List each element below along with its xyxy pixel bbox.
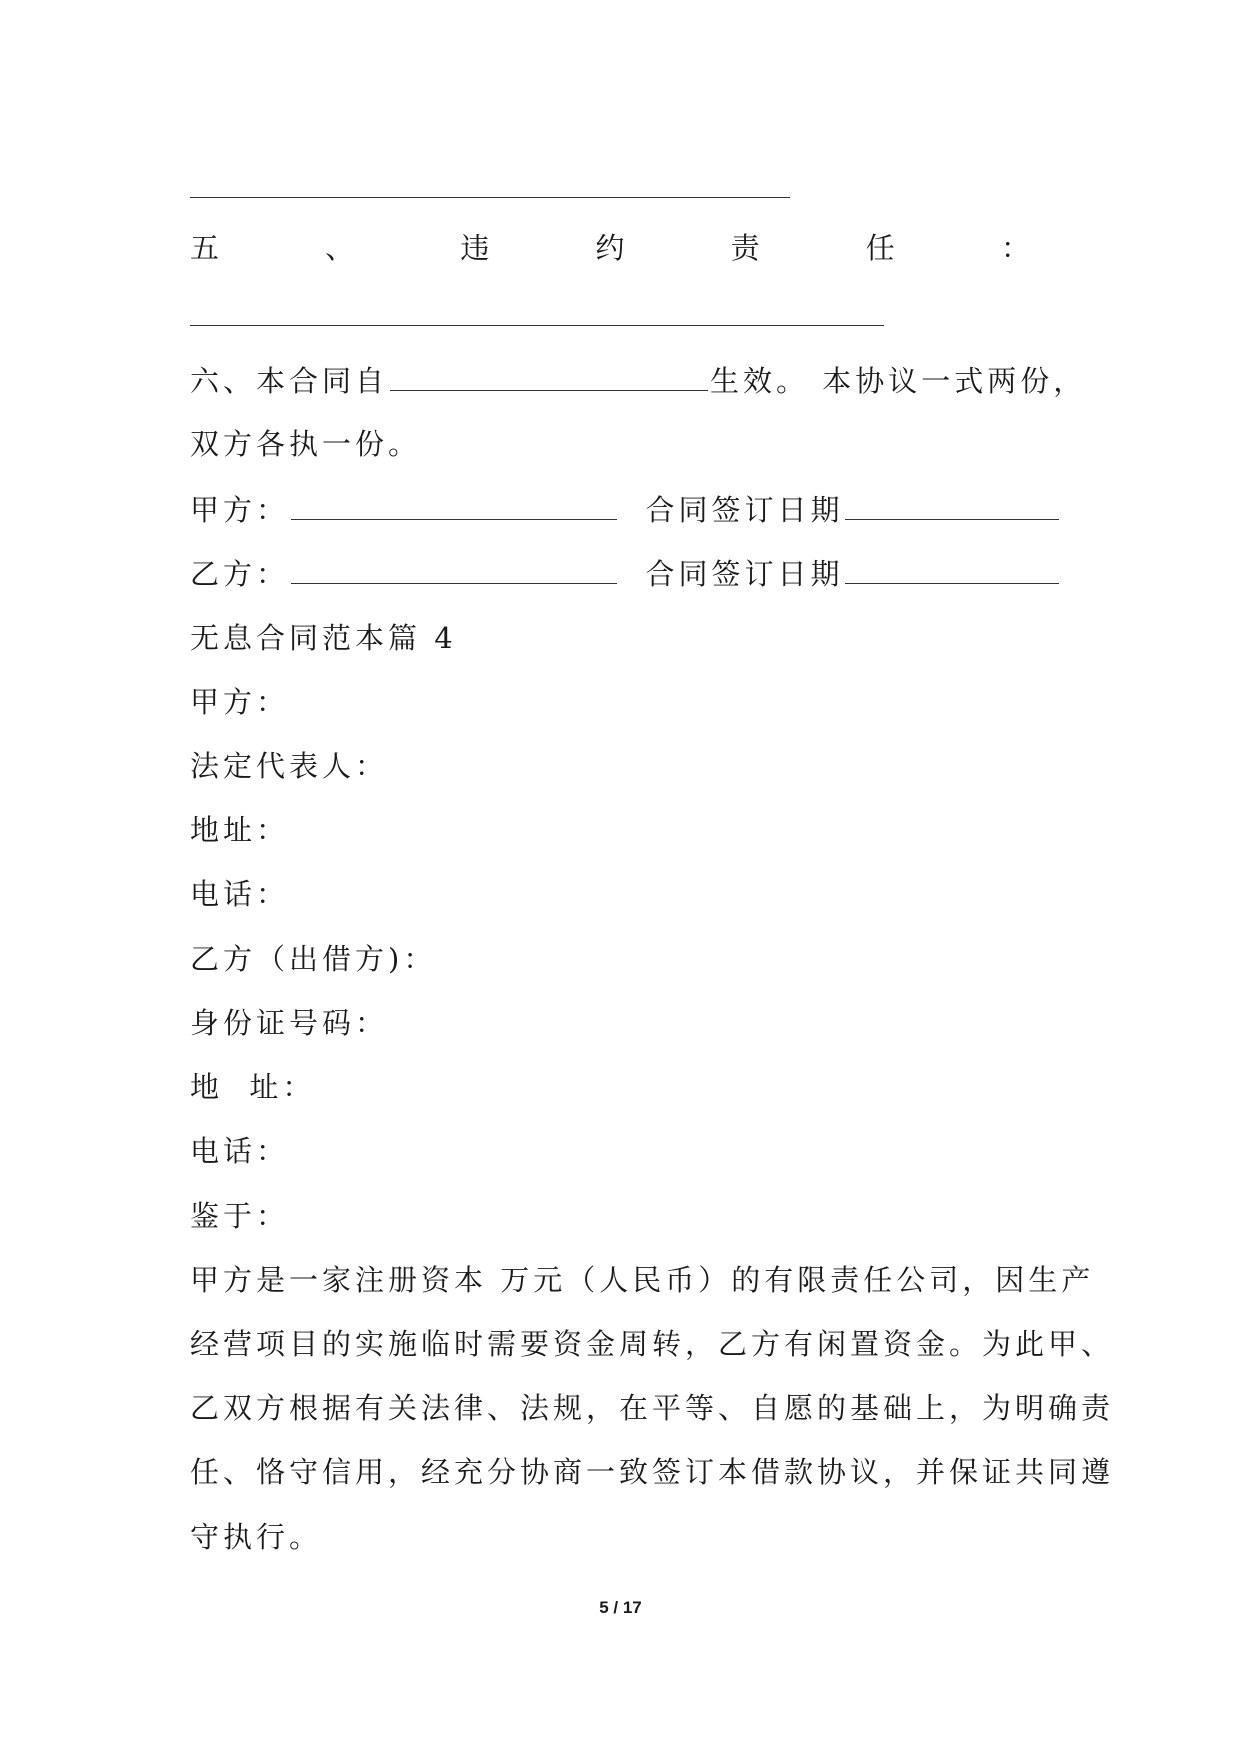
signature-row-b	[190, 553, 1061, 594]
paragraph-line: 乙双方根据有关法律、法规，在平等、自愿的基础上，为明确责	[190, 1391, 1115, 1425]
breach-liability-heading	[190, 228, 1030, 268]
sign-date-blank-b	[845, 553, 1059, 584]
field-address-b: 地 址：	[190, 1070, 316, 1104]
blank-line-breach	[190, 325, 884, 326]
heading-char: 约	[595, 231, 625, 265]
heading-char: 五	[190, 231, 220, 265]
effect-date-blank	[390, 360, 708, 391]
field-party-b-lender: 乙方（出借方)：	[190, 942, 437, 976]
paragraph-line: 经营项目的实施临时需要资金周转，乙方有闲置资金。为此甲、	[190, 1327, 1115, 1361]
sign-date-label: 合同签订日期	[645, 493, 844, 527]
party-a-label: 甲方：	[190, 493, 290, 527]
heading-char: 责	[730, 231, 760, 265]
paragraph-line: 守执行。	[190, 1520, 323, 1554]
heading-char: 违	[460, 231, 490, 265]
sign-date-label: 合同签订日期	[645, 557, 844, 591]
field-legal-rep: 法定代表人：	[190, 749, 389, 783]
signature-row-a	[190, 489, 1061, 530]
field-whereas: 鉴于：	[190, 1199, 290, 1233]
page-number: 5 / 17	[599, 1598, 642, 1617]
paragraph-line: 甲方是一家注册资本 万元（人民币）的有限责任公司，因生产	[190, 1263, 1095, 1297]
effect-prefix: 六、本合同自	[190, 364, 389, 398]
party-b-blank	[291, 553, 617, 584]
heading-char: 任	[865, 231, 895, 265]
party-a-blank	[291, 489, 617, 520]
heading-char: 、	[325, 231, 355, 265]
effect-clause	[190, 360, 1086, 401]
effect-mid: 生效。	[710, 364, 810, 398]
effect-clause-line2: 双方各执一份。	[190, 427, 422, 461]
field-address-a: 地址：	[190, 813, 290, 847]
field-phone-a: 电话：	[190, 877, 290, 911]
section-title: 无息合同范本篇 4	[190, 621, 457, 655]
party-b-label: 乙方：	[190, 557, 290, 591]
paragraph-line: 任、恪守信用，经充分协商一致签订本借款协议，并保证共同遵	[190, 1455, 1115, 1489]
sign-date-blank-a	[845, 489, 1059, 520]
field-party-a: 甲方：	[190, 685, 290, 719]
field-id-number: 身份证号码：	[190, 1006, 389, 1040]
effect-suffix: 本协议一式两份，	[822, 364, 1087, 398]
blank-line-top	[190, 197, 790, 198]
heading-char: ：	[1000, 231, 1030, 265]
field-phone-b: 电话：	[190, 1134, 290, 1168]
